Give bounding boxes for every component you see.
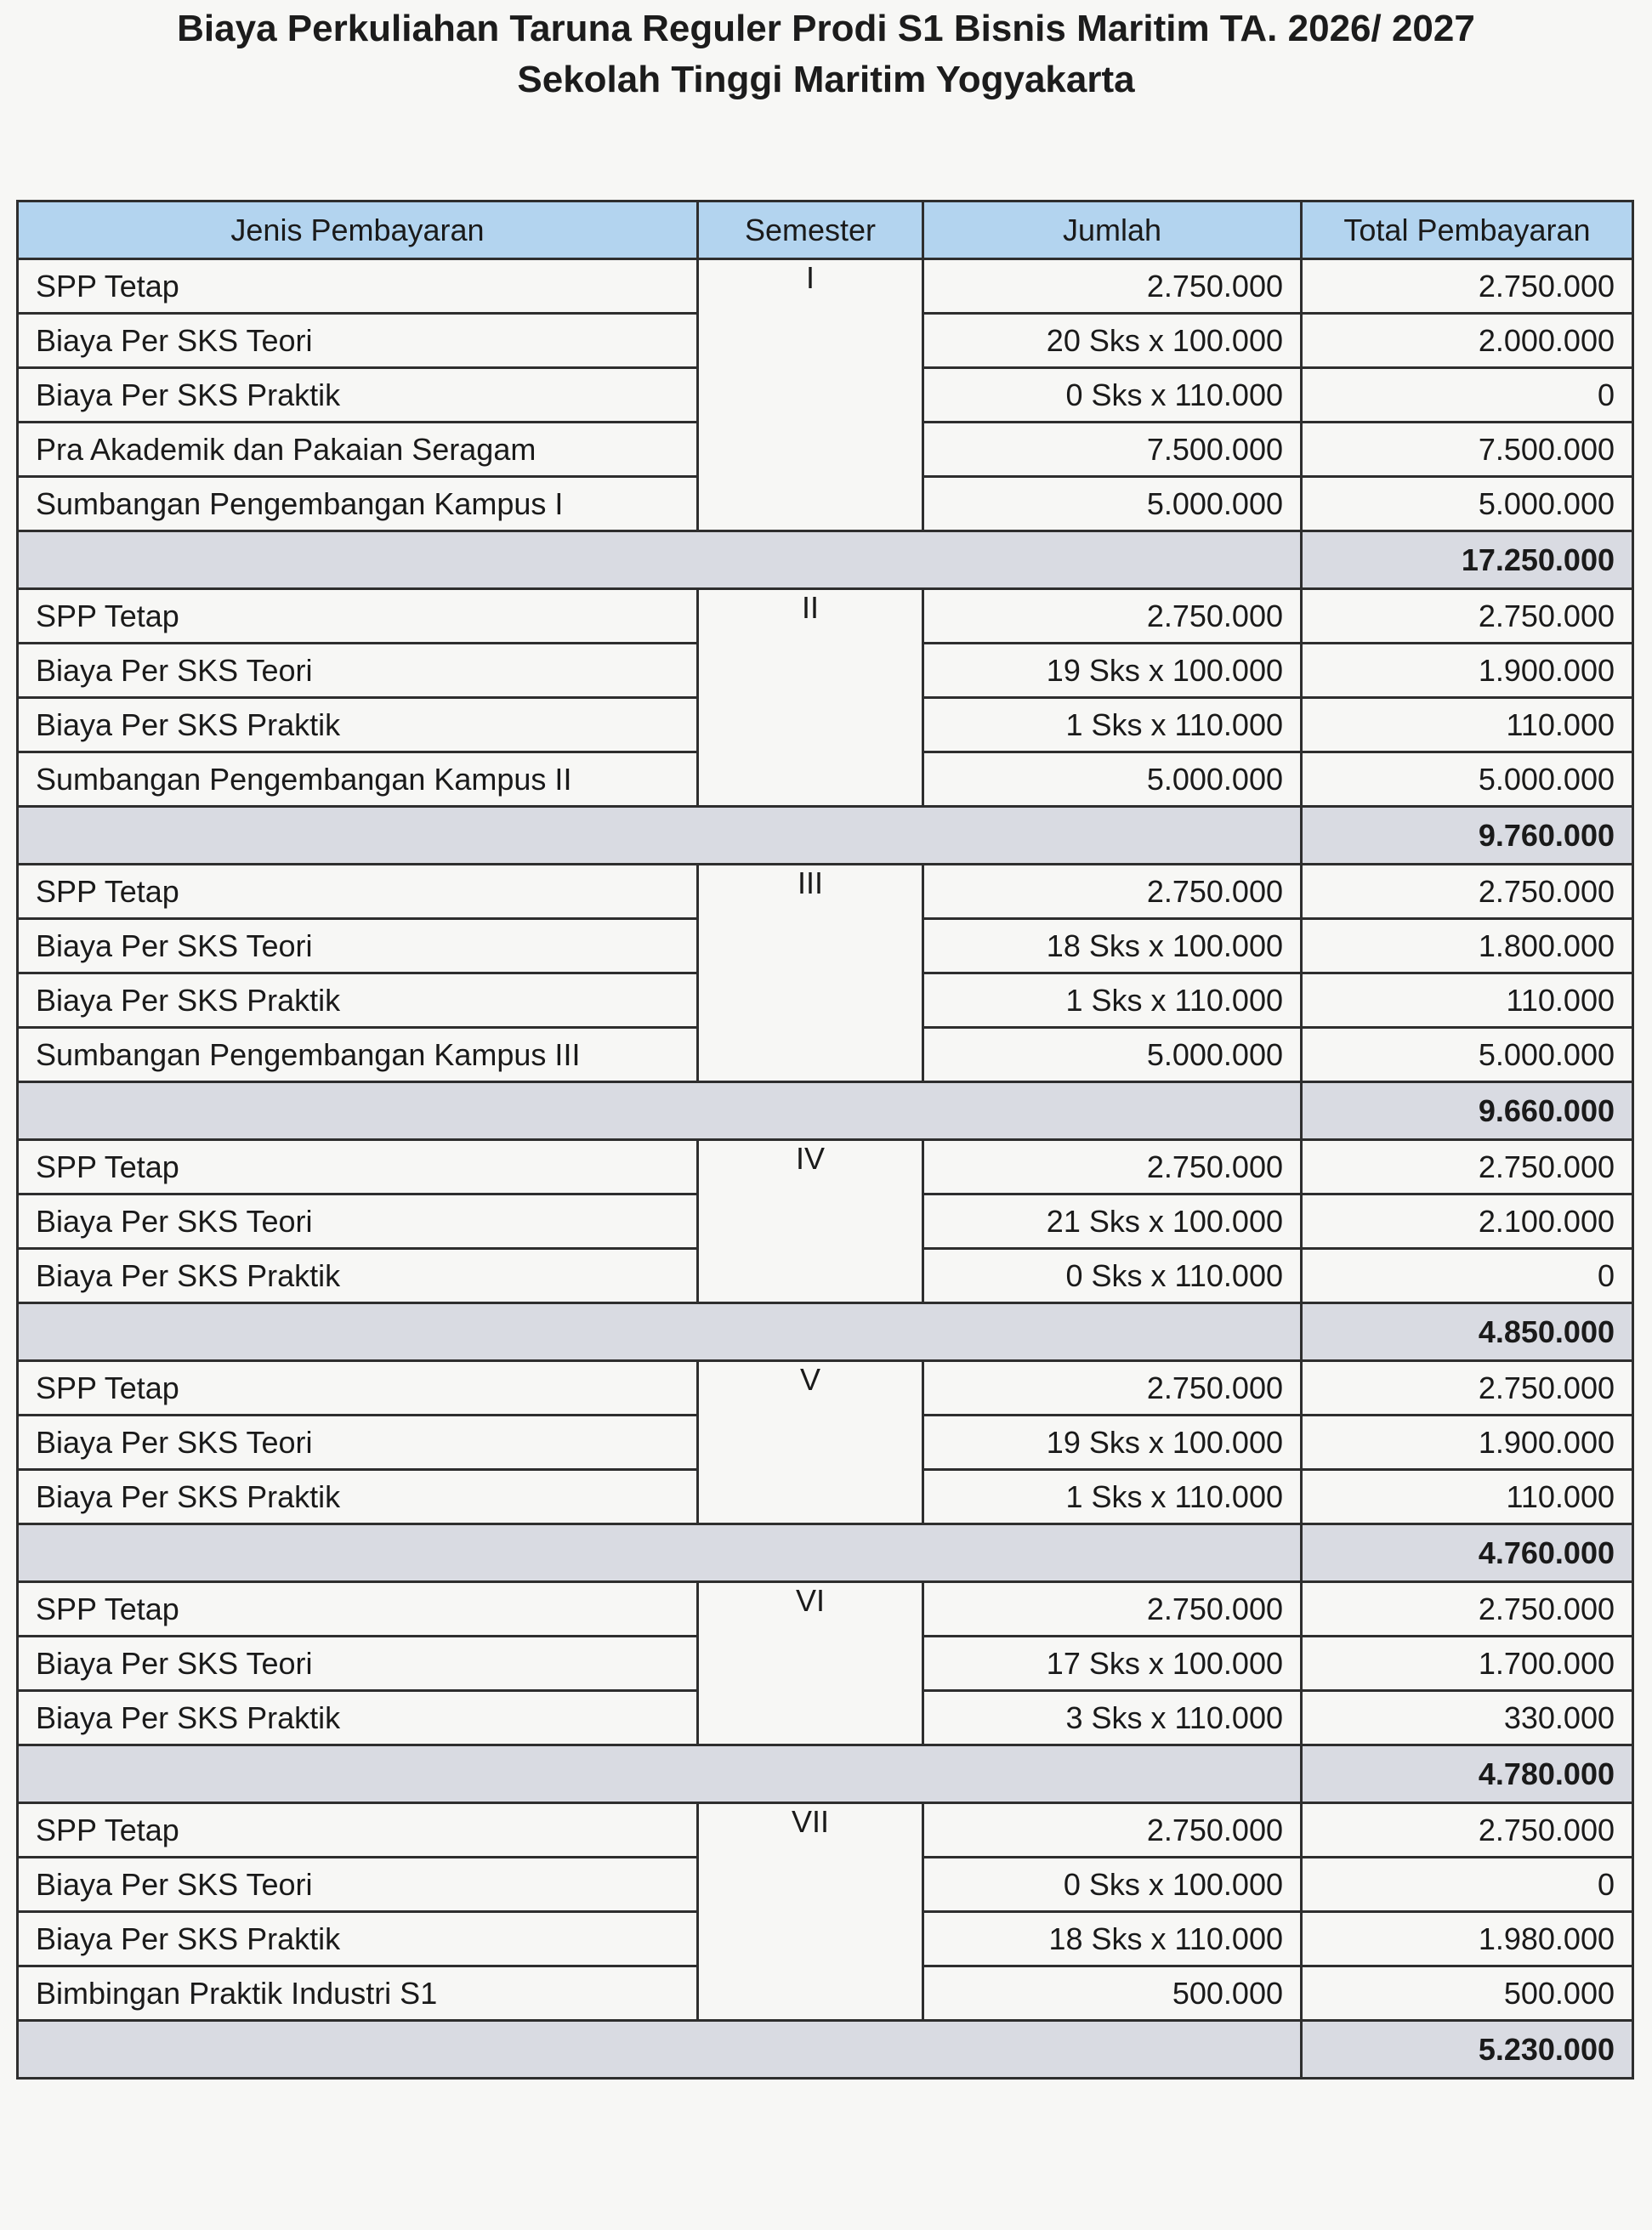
cell-jenis-pembayaran: Biaya Per SKS Praktik bbox=[18, 698, 698, 752]
cell-jumlah: 18 Sks x 100.000 bbox=[923, 919, 1302, 973]
fee-table-body bbox=[18, 259, 1633, 2079]
cell-jenis-pembayaran: Biaya Per SKS Praktik bbox=[18, 973, 698, 1028]
cell-jenis-pembayaran: SPP Tetap bbox=[18, 1140, 698, 1194]
cell-total-pembayaran: 0 bbox=[1302, 368, 1633, 423]
cell-total-pembayaran: 2.750.000 bbox=[1302, 1803, 1633, 1858]
cell-total-pembayaran: 1.700.000 bbox=[1302, 1637, 1633, 1691]
subtotal-row bbox=[18, 1303, 1633, 1361]
subtotal-spacer bbox=[18, 531, 1302, 589]
cell-jumlah: 1 Sks x 110.000 bbox=[923, 973, 1302, 1028]
subtotal-row bbox=[18, 1524, 1633, 1582]
cell-semester: IV bbox=[698, 1140, 923, 1303]
cell-jenis-pembayaran: Biaya Per SKS Praktik bbox=[18, 368, 698, 423]
cell-total-pembayaran: 330.000 bbox=[1302, 1691, 1633, 1745]
cell-jenis-pembayaran: SPP Tetap bbox=[18, 865, 698, 919]
cell-jumlah: 2.750.000 bbox=[923, 1582, 1302, 1637]
subtotal-value: 4.850.000 bbox=[1302, 1303, 1633, 1361]
cell-total-pembayaran: 5.000.000 bbox=[1302, 1028, 1633, 1082]
cell-jumlah: 2.750.000 bbox=[923, 589, 1302, 644]
cell-jenis-pembayaran: SPP Tetap bbox=[18, 1582, 698, 1637]
cell-semester: V bbox=[698, 1361, 923, 1524]
cell-jenis-pembayaran: SPP Tetap bbox=[18, 589, 698, 644]
subtotal-value: 17.250.000 bbox=[1302, 531, 1633, 589]
cell-jumlah: 500.000 bbox=[923, 1966, 1302, 2021]
cell-jenis-pembayaran: SPP Tetap bbox=[18, 1361, 698, 1416]
fee-table-header-row bbox=[18, 201, 1633, 259]
subtotal-value: 9.760.000 bbox=[1302, 807, 1633, 865]
cell-jenis-pembayaran: Biaya Per SKS Teori bbox=[18, 644, 698, 698]
cell-total-pembayaran: 1.980.000 bbox=[1302, 1912, 1633, 1966]
cell-total-pembayaran: 0 bbox=[1302, 1249, 1633, 1303]
subtotal-row bbox=[18, 1745, 1633, 1803]
cell-jumlah: 0 Sks x 110.000 bbox=[923, 1249, 1302, 1303]
cell-jumlah: 5.000.000 bbox=[923, 752, 1302, 807]
cell-jenis-pembayaran: Biaya Per SKS Teori bbox=[18, 1194, 698, 1249]
cell-jumlah: 20 Sks x 100.000 bbox=[923, 314, 1302, 368]
cell-jenis-pembayaran: SPP Tetap bbox=[18, 259, 698, 314]
cell-total-pembayaran: 2.750.000 bbox=[1302, 1582, 1633, 1637]
cell-total-pembayaran: 2.750.000 bbox=[1302, 259, 1633, 314]
cell-jumlah: 5.000.000 bbox=[923, 477, 1302, 531]
cell-jenis-pembayaran: Pra Akademik dan Pakaian Seragam bbox=[18, 423, 698, 477]
cell-jenis-pembayaran: Biaya Per SKS Teori bbox=[18, 1858, 698, 1912]
cell-jenis-pembayaran: Biaya Per SKS Praktik bbox=[18, 1470, 698, 1524]
cell-jenis-pembayaran: Biaya Per SKS Teori bbox=[18, 1416, 698, 1470]
header-semester: Semester bbox=[698, 201, 923, 259]
cell-jenis-pembayaran: Biaya Per SKS Teori bbox=[18, 919, 698, 973]
cell-total-pembayaran: 2.750.000 bbox=[1302, 865, 1633, 919]
cell-jumlah: 0 Sks x 100.000 bbox=[923, 1858, 1302, 1912]
subtotal-value: 9.660.000 bbox=[1302, 1082, 1633, 1140]
cell-jumlah: 1 Sks x 110.000 bbox=[923, 698, 1302, 752]
table-row bbox=[18, 1140, 1633, 1194]
cell-jumlah: 2.750.000 bbox=[923, 1361, 1302, 1416]
table-row bbox=[18, 1803, 1633, 1858]
cell-total-pembayaran: 2.750.000 bbox=[1302, 1140, 1633, 1194]
subtotal-spacer bbox=[18, 2021, 1302, 2079]
cell-semester: I bbox=[698, 259, 923, 531]
subtotal-spacer bbox=[18, 1745, 1302, 1803]
fee-table bbox=[16, 200, 1634, 2080]
cell-jenis-pembayaran: Biaya Per SKS Teori bbox=[18, 1637, 698, 1691]
subtotal-row bbox=[18, 807, 1633, 865]
cell-jumlah: 19 Sks x 100.000 bbox=[923, 644, 1302, 698]
cell-jenis-pembayaran: Biaya Per SKS Praktik bbox=[18, 1912, 698, 1966]
cell-jumlah: 2.750.000 bbox=[923, 1803, 1302, 1858]
cell-jumlah: 2.750.000 bbox=[923, 1140, 1302, 1194]
cell-jumlah: 0 Sks x 110.000 bbox=[923, 368, 1302, 423]
table-row bbox=[18, 1582, 1633, 1637]
header-jumlah: Jumlah bbox=[923, 201, 1302, 259]
subtotal-value: 5.230.000 bbox=[1302, 2021, 1633, 2079]
cell-jumlah: 18 Sks x 110.000 bbox=[923, 1912, 1302, 1966]
cell-total-pembayaran: 7.500.000 bbox=[1302, 423, 1633, 477]
cell-jumlah: 7.500.000 bbox=[923, 423, 1302, 477]
cell-total-pembayaran: 1.800.000 bbox=[1302, 919, 1633, 973]
cell-jenis-pembayaran: Sumbangan Pengembangan Kampus II bbox=[18, 752, 698, 807]
cell-jenis-pembayaran: SPP Tetap bbox=[18, 1803, 698, 1858]
subtotal-spacer bbox=[18, 807, 1302, 865]
table-row bbox=[18, 865, 1633, 919]
cell-jumlah: 2.750.000 bbox=[923, 865, 1302, 919]
cell-jenis-pembayaran: Biaya Per SKS Teori bbox=[18, 314, 698, 368]
cell-jumlah: 1 Sks x 110.000 bbox=[923, 1470, 1302, 1524]
header-jenis-pembayaran: Jenis Pembayaran bbox=[18, 201, 698, 259]
cell-total-pembayaran: 2.100.000 bbox=[1302, 1194, 1633, 1249]
cell-total-pembayaran: 2.000.000 bbox=[1302, 314, 1633, 368]
subtotal-spacer bbox=[18, 1082, 1302, 1140]
cell-total-pembayaran: 0 bbox=[1302, 1858, 1633, 1912]
cell-total-pembayaran: 500.000 bbox=[1302, 1966, 1633, 2021]
cell-total-pembayaran: 5.000.000 bbox=[1302, 477, 1633, 531]
cell-total-pembayaran: 1.900.000 bbox=[1302, 1416, 1633, 1470]
subtotal-spacer bbox=[18, 1303, 1302, 1361]
cell-jenis-pembayaran: Biaya Per SKS Praktik bbox=[18, 1691, 698, 1745]
document-title-line-1: Biaya Perkuliahan Taruna Reguler Prodi S1 Bisnis Maritim TA. 2026/ 2027 bbox=[177, 8, 1475, 49]
cell-semester: II bbox=[698, 589, 923, 807]
cell-jumlah: 3 Sks x 110.000 bbox=[923, 1691, 1302, 1745]
cell-total-pembayaran: 2.750.000 bbox=[1302, 1361, 1633, 1416]
cell-jenis-pembayaran: Sumbangan Pengembangan Kampus III bbox=[18, 1028, 698, 1082]
cell-semester: VII bbox=[698, 1803, 923, 2021]
cell-total-pembayaran: 110.000 bbox=[1302, 698, 1633, 752]
subtotal-row bbox=[18, 1082, 1633, 1140]
subtotal-row bbox=[18, 2021, 1633, 2079]
table-row bbox=[18, 259, 1633, 314]
table-row bbox=[18, 589, 1633, 644]
cell-jenis-pembayaran: Sumbangan Pengembangan Kampus I bbox=[18, 477, 698, 531]
cell-total-pembayaran: 5.000.000 bbox=[1302, 752, 1633, 807]
subtotal-value: 4.780.000 bbox=[1302, 1745, 1633, 1803]
cell-total-pembayaran: 110.000 bbox=[1302, 1470, 1633, 1524]
cell-jumlah: 17 Sks x 100.000 bbox=[923, 1637, 1302, 1691]
cell-jumlah: 2.750.000 bbox=[923, 259, 1302, 314]
cell-jumlah: 5.000.000 bbox=[923, 1028, 1302, 1082]
header-total-pembayaran: Total Pembayaran bbox=[1302, 201, 1633, 259]
cell-jumlah: 21 Sks x 100.000 bbox=[923, 1194, 1302, 1249]
cell-semester: III bbox=[698, 865, 923, 1082]
cell-jenis-pembayaran: Bimbingan Praktik Industri S1 bbox=[18, 1966, 698, 2021]
document-title-line-2: Sekolah Tinggi Maritim Yogyakarta bbox=[517, 59, 1135, 100]
subtotal-spacer bbox=[18, 1524, 1302, 1582]
table-row bbox=[18, 1361, 1633, 1416]
cell-total-pembayaran: 1.900.000 bbox=[1302, 644, 1633, 698]
cell-jumlah: 19 Sks x 100.000 bbox=[923, 1416, 1302, 1470]
subtotal-value: 4.760.000 bbox=[1302, 1524, 1633, 1582]
cell-total-pembayaran: 110.000 bbox=[1302, 973, 1633, 1028]
cell-total-pembayaran: 2.750.000 bbox=[1302, 589, 1633, 644]
cell-semester: VI bbox=[698, 1582, 923, 1745]
cell-jenis-pembayaran: Biaya Per SKS Praktik bbox=[18, 1249, 698, 1303]
subtotal-row bbox=[18, 531, 1633, 589]
